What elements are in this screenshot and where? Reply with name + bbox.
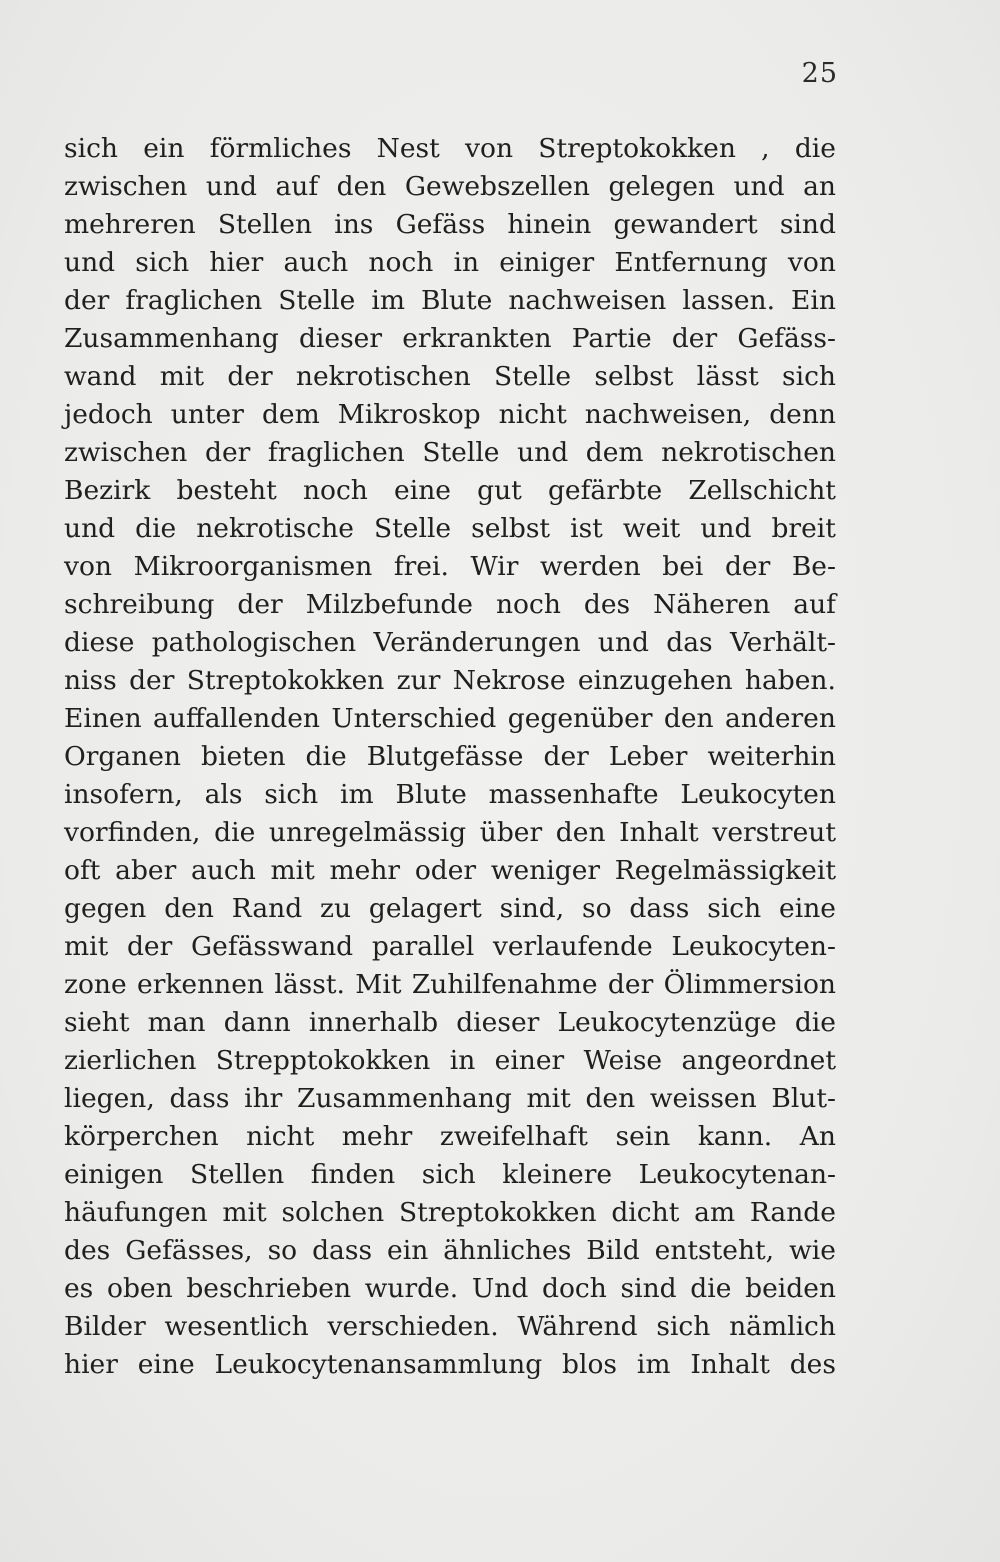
text-line [64, 510, 836, 548]
word: förmliches [209, 133, 352, 164]
text-line [64, 358, 836, 396]
word: gegen [64, 893, 147, 924]
word: auffallenden [153, 703, 320, 734]
word: gelagert [368, 893, 482, 924]
word: einiger [499, 247, 595, 278]
word: der [227, 361, 273, 392]
word: solchen [281, 1197, 385, 1228]
word: Stelle [373, 513, 452, 544]
word: nekrotische [196, 513, 354, 544]
word: kann. [697, 1121, 773, 1152]
word: es [64, 1273, 94, 1304]
word: sich [707, 893, 762, 924]
word: bieten [201, 741, 286, 772]
word: den [585, 1083, 636, 1114]
text-line [64, 890, 836, 928]
word: Leber [608, 741, 688, 772]
word: Stelle [422, 437, 500, 468]
word: fraglichen [267, 437, 405, 468]
word: der [607, 969, 654, 1000]
word: Mikroorganismen [133, 551, 373, 582]
word: Blute [420, 285, 493, 316]
word: hier [64, 1349, 118, 1380]
word: der [126, 931, 173, 962]
word: die [305, 741, 347, 772]
word: mehr [341, 1121, 413, 1152]
word: über [479, 817, 543, 848]
word: sind [620, 1273, 677, 1304]
word: Milzbefunde [305, 589, 473, 620]
text-line [64, 1004, 836, 1042]
text-line [64, 1270, 836, 1308]
word: , [761, 133, 770, 164]
word: den [336, 171, 387, 202]
word: Streptokokken [538, 133, 736, 164]
word: nämlich [729, 1311, 836, 1342]
word: werden [539, 551, 641, 582]
word: besteht [176, 475, 277, 506]
word: auf [275, 171, 319, 202]
word: Be- [791, 551, 836, 582]
word: zierlichen [64, 1045, 197, 1076]
word: ins [334, 209, 374, 240]
word: des [64, 1235, 111, 1266]
word: sich [421, 1159, 476, 1190]
word: nicht [246, 1121, 315, 1152]
word: weit [622, 513, 681, 544]
word: Veränderungen [373, 627, 581, 658]
word: Entfernung [614, 247, 768, 278]
word: verstreut [712, 817, 836, 848]
word: Leukocyten [680, 779, 836, 810]
word: ein [387, 1235, 429, 1266]
word: haben. [744, 665, 836, 696]
text-line [64, 434, 836, 472]
word: zwischen [64, 437, 188, 468]
word: Bilder [64, 1311, 146, 1342]
word: mit [270, 855, 315, 886]
word: weniger [490, 855, 601, 886]
word: die [135, 513, 177, 544]
text-line [64, 1042, 836, 1080]
word: mehr [329, 855, 401, 886]
word: Stelle [278, 285, 356, 316]
word: gegenüber [507, 703, 653, 734]
word: Weise [583, 1045, 663, 1076]
word: lässt. [274, 969, 345, 1000]
word: beschrieben [186, 1273, 352, 1304]
word: innerhalb [308, 1007, 439, 1038]
text-line [64, 396, 836, 434]
word: der [543, 741, 589, 772]
text-line [64, 206, 836, 244]
text-line [64, 1232, 836, 1270]
word: an [803, 171, 836, 202]
word: Wir [470, 551, 519, 582]
word: noch [495, 589, 561, 620]
word: kleinere [502, 1159, 613, 1190]
word: ihr [244, 1083, 283, 1114]
word: so [582, 893, 612, 924]
word: sich [656, 1311, 711, 1342]
text-line [64, 282, 836, 320]
word: jedoch [64, 399, 153, 430]
word: Inhalt [619, 817, 699, 848]
word: An [799, 1121, 836, 1152]
word: Inhalt [690, 1349, 770, 1380]
word: fraglichen [125, 285, 263, 316]
word: die [690, 1273, 732, 1304]
text-line [64, 662, 836, 700]
word: dem [261, 399, 320, 430]
word: und [205, 171, 257, 202]
word: aber [115, 855, 177, 886]
word: angeordnet [681, 1045, 836, 1076]
word: dicht [611, 1197, 680, 1228]
word: unregelmässig [268, 817, 467, 848]
text-line [64, 852, 836, 890]
word: oben [106, 1273, 173, 1304]
word: der [129, 665, 175, 696]
word: und [597, 627, 650, 658]
word: Streptokokken [398, 1197, 597, 1228]
word: sich [64, 133, 118, 164]
word: hier [209, 247, 264, 278]
text-line [64, 814, 836, 852]
word: sich [782, 361, 836, 392]
page-number: 25 [801, 58, 838, 89]
word: Leukocyten- [671, 931, 836, 962]
word: Stelle [493, 361, 572, 392]
word: nicht [498, 399, 567, 430]
word: Einen [64, 703, 142, 734]
word: eine [137, 1349, 195, 1380]
word: Mit [355, 969, 402, 1000]
word: blos [562, 1349, 618, 1380]
word: oft [64, 855, 101, 886]
word: wesentlich [164, 1311, 309, 1342]
word: Stellen [189, 1159, 285, 1190]
word: des [789, 1349, 836, 1380]
word: im [371, 285, 405, 316]
word: weissen [649, 1083, 757, 1114]
word: bei [662, 551, 704, 582]
word: der [64, 285, 110, 316]
word: liegen, [64, 1083, 155, 1114]
word: dieser [456, 1007, 540, 1038]
word: Ölimmersion [663, 969, 836, 1000]
word: die [794, 133, 836, 164]
word: verschieden. [327, 1311, 499, 1342]
word: weiterhin [707, 741, 836, 772]
word: Näheren [653, 589, 771, 620]
word: körperchen [64, 1121, 219, 1152]
word: selbst [594, 361, 674, 392]
word: entsteht, [654, 1235, 775, 1266]
word: frei. [393, 551, 449, 582]
word: Unterschied [331, 703, 497, 734]
word: anderen [725, 703, 836, 734]
word: gewandert [613, 209, 758, 240]
word: die [214, 817, 256, 848]
word: als [204, 779, 243, 810]
word: Organen [64, 741, 181, 772]
word: Gefäss- [737, 323, 836, 354]
text-line [64, 928, 836, 966]
word: Partie [571, 323, 652, 354]
word: Leukocytenzüge [557, 1007, 777, 1038]
word: zur [396, 665, 441, 696]
word: mit [526, 1083, 571, 1114]
word: von [465, 133, 514, 164]
word: vorfinden, [64, 817, 201, 848]
word: Leukocytenan- [638, 1159, 836, 1190]
word: einzugehen [577, 665, 733, 696]
word: in [453, 247, 480, 278]
word: dann [223, 1007, 291, 1038]
word: und [64, 247, 116, 278]
word: selbst [471, 513, 551, 544]
word: breit [771, 513, 836, 544]
word: noch [302, 475, 368, 506]
word: der [671, 323, 718, 354]
word: wand [64, 361, 137, 392]
word: Während [517, 1311, 638, 1342]
word: zone [64, 969, 127, 1000]
word: erkennen [137, 969, 264, 1000]
word: dem [585, 437, 644, 468]
word: Nekrose [452, 665, 566, 696]
word: diese [64, 627, 135, 658]
word: zweifelhaft [439, 1121, 588, 1152]
word: Zusammenhang [297, 1083, 512, 1114]
word: sind [779, 209, 836, 240]
word: unter [170, 399, 244, 430]
word: im [340, 779, 374, 810]
word: mehreren [64, 209, 196, 240]
word: lässt [696, 361, 759, 392]
word: noch [368, 247, 434, 278]
word: parallel [371, 931, 475, 962]
word: im [636, 1349, 671, 1380]
word: Gewebszellen [404, 171, 590, 202]
word: mit [159, 361, 205, 392]
word: wurde. [364, 1273, 459, 1304]
text-line [64, 1346, 836, 1384]
word: so [267, 1235, 298, 1266]
word: Nest [376, 133, 440, 164]
word: am [694, 1197, 736, 1228]
text-line [64, 738, 836, 776]
word: sein [615, 1121, 671, 1152]
text-line [64, 966, 836, 1004]
text-line [64, 776, 836, 814]
word: pathologischen [151, 627, 357, 658]
text-line [64, 472, 836, 510]
word: zwischen [64, 171, 188, 202]
word: Blut- [771, 1083, 836, 1114]
word: und [64, 513, 116, 544]
text-line [64, 700, 836, 738]
word: oder [414, 855, 477, 886]
word: Gefäss [395, 209, 486, 240]
word: mit [222, 1197, 267, 1228]
word: Regelmässigkeit [614, 855, 836, 886]
word: eine [779, 893, 836, 924]
text-line [64, 1156, 836, 1194]
word: die [794, 1007, 836, 1038]
word: man [147, 1007, 206, 1038]
word: und [733, 171, 785, 202]
word: gefärbte [547, 475, 663, 506]
word: niss [64, 665, 117, 696]
word: hinein [507, 209, 592, 240]
word: einigen [64, 1159, 164, 1190]
word: Blute [395, 779, 467, 810]
word: Und [471, 1273, 529, 1304]
word: Gefässwand [190, 931, 354, 962]
text-line [64, 548, 836, 586]
word: schreibung [64, 589, 215, 620]
word: sich [264, 779, 319, 810]
word: den [164, 893, 214, 924]
word: auf [793, 589, 836, 620]
word: wie [789, 1235, 836, 1266]
word: sieht [64, 1007, 130, 1038]
text-line [64, 1194, 836, 1232]
word: Rande [749, 1197, 836, 1228]
word: auch [191, 855, 256, 886]
word: gut [477, 475, 522, 506]
word: Strepptokokken [215, 1045, 431, 1076]
word: häufungen [64, 1197, 208, 1228]
word: des [583, 589, 631, 620]
text-line [64, 320, 836, 358]
word: erkrankten [402, 323, 552, 354]
word: mit [64, 931, 109, 962]
word: insofern, [64, 779, 183, 810]
text-line [64, 624, 836, 662]
word: und [517, 437, 569, 468]
word: verlaufende [492, 931, 653, 962]
word: finden [310, 1159, 396, 1190]
word: Streptokokken [186, 665, 385, 696]
word: sind, [499, 893, 565, 924]
text-line [64, 168, 836, 206]
word: von [787, 247, 836, 278]
word: Bezirk [64, 475, 151, 506]
word: einer [494, 1045, 565, 1076]
text-line [64, 244, 836, 282]
word: von [64, 551, 112, 582]
word: lassen. [682, 285, 775, 316]
word: den [663, 703, 714, 734]
word: dass [312, 1235, 373, 1266]
word: sich [135, 247, 190, 278]
word: Rand [231, 893, 303, 924]
word: dieser [298, 323, 383, 354]
word: eine [394, 475, 451, 506]
word: nachweisen, [584, 399, 752, 430]
word: nachweisen [508, 285, 667, 316]
word: Stellen [217, 209, 313, 240]
word: in [449, 1045, 476, 1076]
word: zu [320, 893, 352, 924]
word: nekrotischen [661, 437, 836, 468]
word: Bild [586, 1235, 640, 1266]
word: ein [143, 133, 185, 164]
word: gelegen [608, 171, 715, 202]
word: der [204, 437, 251, 468]
word: beiden [745, 1273, 836, 1304]
word: das [666, 627, 713, 658]
word: Leukocytenansammlung [214, 1349, 543, 1380]
word: Ein [791, 285, 836, 316]
text-line [64, 1308, 836, 1346]
word: Zellschicht [688, 475, 836, 506]
word: Blutgefässe [366, 741, 524, 772]
word: und [700, 513, 752, 544]
word: Zusammenhang [64, 323, 279, 354]
text-line [64, 1118, 836, 1156]
word: nekrotischen [295, 361, 471, 392]
word: massenhafte [488, 779, 659, 810]
word: ähnliches [443, 1235, 572, 1266]
word: Zuhilfenahme [411, 969, 598, 1000]
text-line [64, 130, 836, 168]
word: Mikroskop [337, 399, 481, 430]
word: dass [629, 893, 690, 924]
word: Verhält- [729, 627, 836, 658]
word: der [724, 551, 771, 582]
body-text [64, 130, 836, 1384]
word: den [555, 817, 606, 848]
text-line [64, 586, 836, 624]
word: dass [169, 1083, 230, 1114]
word: doch [541, 1273, 607, 1304]
word: der [237, 589, 283, 620]
word: denn [769, 399, 836, 430]
word: auch [283, 247, 349, 278]
word: ist [570, 513, 603, 544]
word: Gefässes, [125, 1235, 253, 1266]
text-line [64, 1080, 836, 1118]
